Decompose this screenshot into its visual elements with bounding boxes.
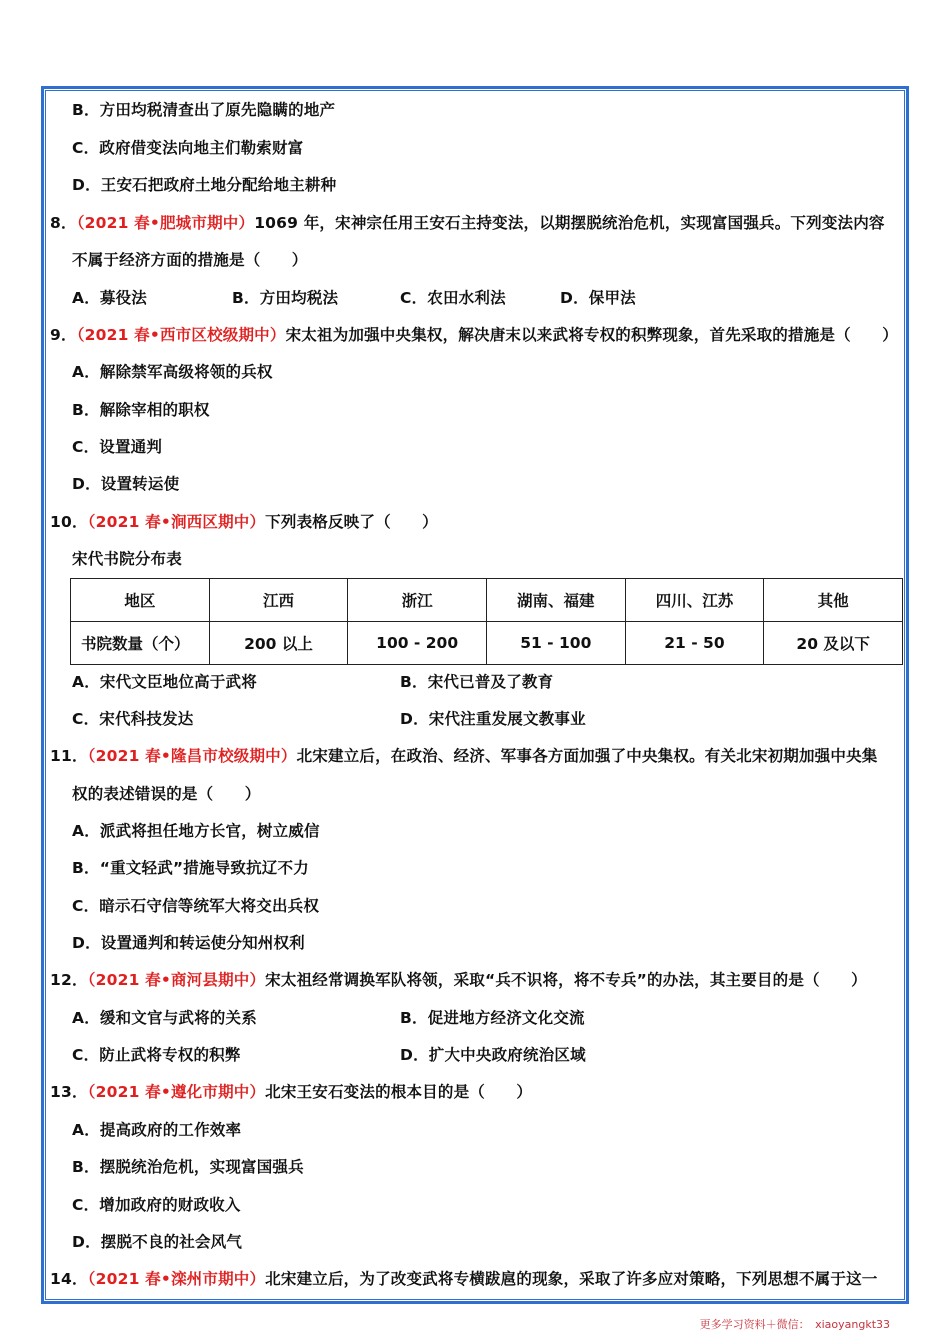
q12-option-b: B．促进地方经济文化交流 — [400, 1009, 585, 1027]
q12-stem — [50, 970, 867, 990]
q10-option-a: A．宋代文臣地位高于武将 — [72, 673, 257, 691]
table-cell: 湖南、福建 — [486, 579, 625, 622]
q14-number: 14． — [50, 1270, 88, 1288]
q9-option-b: B．解除宰相的职权 — [72, 401, 210, 419]
q8-stem-text: 1069 年，宋神宗任用王安石主持变法，以期摆脱统治危机，实现富国强兵。下列变法内容 — [254, 214, 885, 232]
q13-option-b: B．摆脱统治危机，实现富国强兵 — [72, 1158, 304, 1176]
q13-option-d: D．摆脱不良的社会风气 — [72, 1233, 243, 1251]
q12-option-c: C．防止武将专权的积弊 — [72, 1046, 241, 1064]
table-cell: 200 以上 — [209, 622, 348, 665]
footer-watermark: 更多学习资料＋微信： xiaoyangkt33 — [699, 1318, 890, 1331]
q9-source: （2021 春•西市区校级期中） — [76, 326, 286, 344]
table-cell: 书院数量（个） — [71, 622, 210, 665]
q11-stem-text: 北宋建立后，在政治、经济、军事各方面加强了中央集权。有关北宋初期加强中央集 — [296, 747, 878, 765]
q7-option-c: C．政府借变法向地主们勒索财富 — [72, 139, 304, 157]
q12-option-d: D．扩大中央政府统治区域 — [400, 1046, 586, 1064]
q13-number: 13． — [50, 1083, 88, 1101]
q11-stem-cont: 权的表述错误的是（ ） — [72, 785, 261, 803]
table-cell: 其他 — [764, 579, 903, 622]
q7-option-b: B．方田均税清查出了原先隐瞒的地产 — [72, 101, 336, 119]
q8-option-d: D．保甲法 — [560, 289, 636, 307]
q10-option-c: C．宋代科技发达 — [72, 710, 194, 728]
table-cell: 地区 — [71, 579, 210, 622]
q13-stem-text: 北宋王安石变法的根本目的是（ ） — [265, 1083, 533, 1101]
q11-option-a: A．派武将担任地方长官，树立威信 — [72, 822, 320, 840]
q9-option-a: A．解除禁军高级将领的兵权 — [72, 363, 273, 381]
q8-option-b: B．方田均税法 — [232, 289, 339, 307]
q14-source: （2021 春•滦州市期中） — [87, 1270, 266, 1288]
q9-option-c: C．设置通判 — [72, 438, 163, 456]
q13-option-c: C．增加政府的财政收入 — [72, 1196, 241, 1214]
q9-stem-text: 宋太祖为加强中央集权，解决唐末以来武将专权的积弊现象，首先采取的措施是（ ） — [285, 326, 898, 344]
q14-stem-text: 北宋建立后，为了改变武将专横跋扈的现象，采取了许多应对策略，下列思想不属于这一 — [265, 1270, 878, 1288]
q12-source: （2021 春•商河县期中） — [87, 971, 266, 989]
table-cell: 20 及以下 — [764, 622, 903, 665]
q8-option-c: C．农田水利法 — [400, 289, 506, 307]
q12-option-a: A．缓和文官与武将的关系 — [72, 1009, 257, 1027]
table-cell: 江西 — [209, 579, 348, 622]
table-header-row — [71, 579, 903, 622]
q9-number: 9． — [50, 326, 77, 344]
q10-number: 10． — [50, 513, 88, 531]
q11-option-d: D．设置通判和转运使分知州权利 — [72, 934, 305, 952]
table-cell: 21 - 50 — [625, 622, 764, 665]
q13-stem — [50, 1082, 532, 1102]
page-border-inner — [45, 90, 905, 1300]
q10-table-title: 宋代书院分布表 — [72, 550, 182, 568]
q10-option-b: B．宋代已普及了教育 — [400, 673, 554, 691]
q8-source: （2021 春•肥城市期中） — [76, 214, 255, 232]
q10-stem-text: 下列表格反映了（ ） — [265, 513, 438, 531]
table-row — [71, 622, 903, 665]
q8-stem-cont: 不属于经济方面的措施是（ ） — [72, 251, 308, 269]
q9-option-d: D．设置转运使 — [72, 475, 180, 493]
q12-number: 12． — [50, 971, 88, 989]
table-cell: 100 - 200 — [348, 622, 487, 665]
q12-stem-text: 宋太祖经常调换军队将领，采取“兵不识将，将不专兵”的办法，其主要目的是（ ） — [265, 971, 867, 989]
q13-option-a: A．提高政府的工作效率 — [72, 1121, 242, 1139]
q13-source: （2021 春•遵化市期中） — [87, 1083, 266, 1101]
q11-option-c: C．暗示石守信等统军大将交出兵权 — [72, 897, 320, 915]
q8-number: 8． — [50, 214, 77, 232]
q11-number: 11． — [50, 747, 88, 765]
q11-option-b: B．“重文轻武”措施导致抗辽不力 — [72, 859, 309, 877]
table-cell: 浙江 — [348, 579, 487, 622]
q10-option-d: D．宋代注重发展文教事业 — [400, 710, 586, 728]
q9-stem — [50, 325, 898, 345]
q11-source: （2021 春•隆昌市校级期中） — [87, 747, 297, 765]
q10-source: （2021 春•涧西区期中） — [87, 513, 266, 531]
q8-stem — [50, 213, 885, 233]
q14-stem — [50, 1269, 877, 1289]
q8-option-a: A．募役法 — [72, 289, 147, 307]
q7-option-d: D．王安石把政府土地分配给地主耕种 — [72, 176, 337, 194]
q11-stem — [50, 746, 877, 766]
table-cell: 51 - 100 — [486, 622, 625, 665]
table-cell: 四川、江苏 — [625, 579, 764, 622]
q10-stem — [50, 512, 438, 532]
academy-distribution-table — [70, 578, 903, 665]
